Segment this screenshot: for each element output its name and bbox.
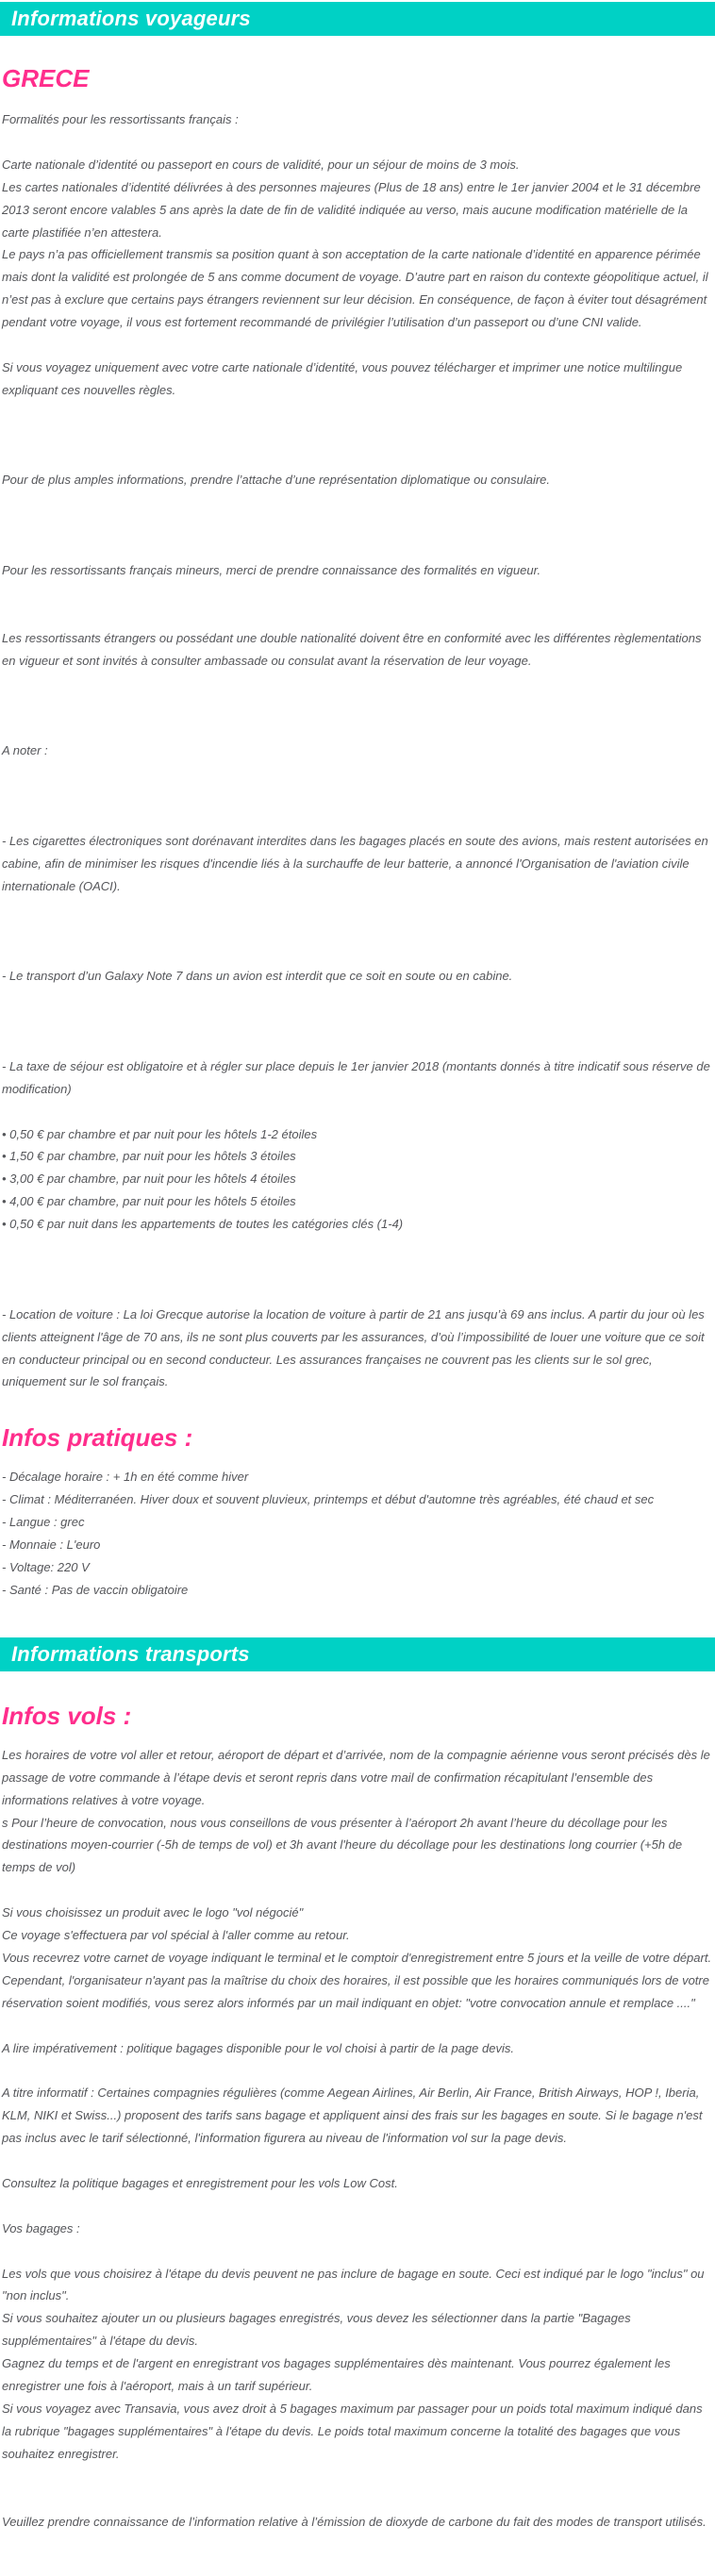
paragraph-spacer: [2, 402, 713, 470]
paragraph: - Les cigarettes électroniques sont dorénavant interdites dans les bagages placés en soute des avions, mais restent autorisées en cabine, afin de minimiser les risques d'incendie liés à la surchauffe de leur batterie, a annoncé l'Organisation de l'aviation civile internationale (OACI).: [2, 833, 708, 893]
paragraph: Si vous souhaitez ajouter un ou plusieurs bagages enregistrés, vous devez les sélectionner dans la partie "Bagages supplémentaires" à l'étape du devis.: [2, 2311, 631, 2349]
paragraph: Cependant, l'organisateur n'ayant pas la maîtrise du choix des horaires, il est possible que les horaires communiqués lors de votre réservation soient modifiés, vous serez alors informés par un mail indiquant en objet: "votre convocation annule et remplace ....": [2, 1972, 709, 2010]
paragraph-spacer: [2, 1101, 713, 1123]
paragraph-spacer: [2, 898, 713, 966]
sub-heading: Infos vols :: [2, 1701, 132, 1730]
paragraph: - Location de voiture : La loi Grecque autorise la location de voiture à partir de 21 ans jusqu’à 69 ans inclus. A partir du jour où les clients atteignent l'âge de 70 ans, ils ne sont plus couverts par les assurances, d’où l’impossibilité de louer une voiture que ce soit en conducteur principal ou en second conducteur. Les assurances françaises ne couvrent pas les clients sur le sol grec, uniquement sur le sol français.: [2, 1306, 705, 1389]
paragraph: - Décalage horaire : + 1h en été comme hiver: [2, 1470, 249, 1485]
paragraph: Pour de plus amples informations, prendre l’attache d’une représentation diplomatique ou consulaire.: [2, 473, 551, 488]
paragraph-spacer: [2, 2195, 713, 2218]
paragraph-spacer: [2, 2150, 713, 2172]
banner-informations-voyageurs: [0, 2, 715, 36]
paragraph: - Monnaie : L'euro: [2, 1537, 101, 1553]
paragraph-spacer: [2, 2466, 713, 2511]
paragraph-spacer: [2, 1236, 713, 1304]
paragraph: • 0,50 € par nuit dans les appartements de toutes les catégories clés (1-4): [2, 1217, 404, 1232]
section-informations-transports: [0, 1702, 715, 2534]
paragraph: - Climat : Méditerranéen. Hiver doux et souvent pluvieux, printemps et début d'automne très agréables, été chaud et sec: [2, 1492, 655, 1507]
paragraph: • 3,00 € par chambre, par nuit pour les hôtels 4 étoiles: [2, 1172, 296, 1187]
paragraph: - Santé : Pas de vaccin obligatoire: [2, 1582, 189, 1597]
paragraph-spacer: [2, 2240, 713, 2263]
banner-informations-transports: [0, 1637, 715, 1671]
paragraph: A noter :: [2, 743, 48, 758]
paragraph-spacer: [2, 2059, 713, 2082]
paragraph-spacer: [2, 491, 713, 559]
country-title: GRECE: [2, 64, 90, 92]
banner-title-voyageurs: Informations voyageurs: [11, 7, 251, 30]
paragraph: • 4,00 € par chambre, par nuit pour les hôtels 5 étoiles: [2, 1194, 296, 1209]
section-informations-voyageurs: [0, 64, 715, 1602]
paragraph: Les cartes nationales d’identité délivrées à des personnes majeures (Plus de 18 ans) entre le 1er janvier 2004 et le 31 décembre 2013 seront encore valables 5 ans après la date de fin de validité indiquée au verso, mais aucune modification matérielle de la carte plastifiée n’en attestera.: [2, 179, 701, 240]
paragraph: Consultez la politique bagages et enregistrement pour les vols Low Cost.: [2, 2175, 398, 2190]
paragraph-spacer: [2, 582, 713, 627]
banner-title-transports: Informations transports: [11, 1641, 250, 1666]
paragraph: A titre informatif : Certaines compagnies régulières (comme Aegean Airlines, Air Berlin, Air France, British Airways, HOP !, Iberia, KLM, NIKI et Swiss...) proposent des tarifs sans bagage et appliquent ainsi des frais sur les bagages en soute. Si le bagage n'est pas inclus avec le tarif sélectionné, l'information figurera au niveau de l'information vol sur la page devis.: [2, 2086, 703, 2146]
paragraph: Vos bagages :: [2, 2220, 80, 2235]
paragraph: Formalités pour les ressortissants français :: [2, 112, 239, 126]
paragraph-spacer: [2, 2015, 713, 2037]
paragraph: Les horaires de votre vol aller et retour, aéroport de départ et d’arrivée, nom de la compagnie aérienne vous seront précisés dès le passage de votre commande à l’étape devis et seront repris dans votre mail de confirmation récapitulant l’ensemble des informations relatives à votre voyage.: [2, 1747, 710, 1807]
paragraph: - Langue : grec: [2, 1515, 85, 1530]
paragraph: Si vous choisissez un produit avec le logo "vol négocié": [2, 1905, 304, 1920]
paragraph: Vous recevrez votre carnet de voyage indiquant le terminal et le comptoir d'enregistrement entre 5 jours et la veille de votre départ.: [2, 1950, 712, 1965]
paragraph: Veuillez prendre connaissance de l’information relative à l’émission de dioxyde de carbone du fait des modes de transport utilisés.: [2, 2514, 707, 2529]
paragraph: s Pour l’heure de convocation, nous vous conseillons de vous présenter à l’aéroport 2h avant l’heure du décollage pour les destinations moyen-courrier (-5h de temps de vol) et 3h avant l'heure du décollage pour les destinations long courrier (+5h de temps de vol): [2, 1815, 683, 1875]
paragraph: - Le transport d’un Galaxy Note 7 dans un avion est interdit que ce soit en soute ou en cabine.: [2, 969, 513, 984]
paragraph: - La taxe de séjour est obligatoire et à régler sur place depuis le 1er janvier 2018 (montants donnés à titre indicatif sous réserve de modification): [2, 1058, 710, 1096]
paragraph: • 0,50 € par chambre et par nuit pour les hôtels 1-2 étoiles: [2, 1126, 318, 1141]
sub-heading: Infos pratiques :: [2, 1423, 193, 1453]
paragraph-spacer: [2, 334, 713, 357]
paragraph: Si vous voyagez uniquement avec votre carte nationale d’identité, vous pouvez télécharger et imprimer une notice multilingue expliquant ces nouvelles règles.: [2, 359, 683, 397]
paragraph: Ce voyage s'effectuera par vol spécial à l'aller comme au retour.: [2, 1928, 350, 1943]
paragraph-spacer: [2, 131, 713, 154]
paragraph: Carte nationale d’identité ou passeport en cours de validité, pour un séjour de moins de 3 mois.: [2, 157, 520, 172]
paragraph: Les vols que vous choisirez à l'étape du devis peuvent ne pas inclure de bagage en soute. Ceci est indiqué par le logo "inclus" ou "non inclus".: [2, 2266, 705, 2303]
paragraph: Le pays n’a pas officiellement transmis sa position quant à son acceptation de la carte nationale d’identité en apparence périmée mais dont la validité est prolongée de 5 ans comme document de voyage. D’autre part en raison du contexte géopolitique actuel, il n’est pas à exclure que certains pays étrangers reviennent sur leur décision. En conséquence, de façon à éviter tout désagrément pendant votre voyage, il vous est fortement recommandé de privilégier l’utilisation d’un passeport ou d’une CNI valide.: [2, 247, 708, 330]
paragraph: Les ressortissants étrangers ou possédant une double nationalité doivent être en conformité avec les différentes règlementations en vigueur et sont invités à consulter ambassade ou consulat avant la réservation de leur voyage.: [2, 630, 702, 668]
paragraph: Gagnez du temps et de l'argent en enregistrant vos bagages supplémentaires dès maintenant. Vous pourrez également les enregistrer une fois à l'aéroport, mais à un tarif supérieur.: [2, 2356, 671, 2394]
paragraph-spacer: [2, 1879, 713, 1902]
paragraph: Pour les ressortissants français mineurs, merci de prendre connaissance des formalités en vigueur.: [2, 563, 541, 578]
paragraph: A lire impérativement : politique bagages disponible pour le vol choisi à partir de la page devis.: [2, 2040, 514, 2055]
paragraph: • 1,50 € par chambre, par nuit pour les hôtels 3 étoiles: [2, 1149, 296, 1164]
paragraph: - Voltage: 220 V: [2, 1560, 90, 1574]
paragraph: Si vous voyagez avec Transavia, vous avez droit à 5 bagages maximum par passager pour un poids total maximum indiqué dans la rubrique "bagages supplémentaires" à l'étape du devis. Le poids total maximum concerne la totalité des bagages que vous souhaitez enregistrer.: [2, 2401, 703, 2461]
paragraph-spacer: [2, 988, 713, 1055]
paragraph-spacer: [2, 762, 713, 830]
paragraph-spacer: [2, 673, 713, 740]
